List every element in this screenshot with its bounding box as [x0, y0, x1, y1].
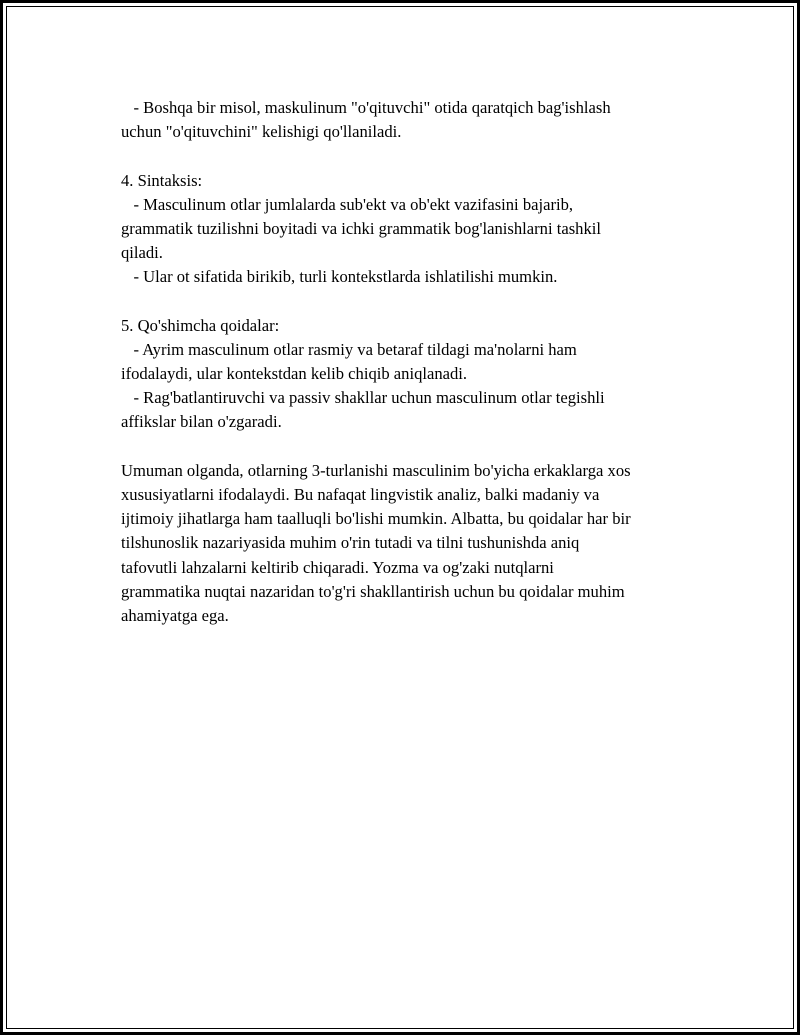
section-heading: 5. Qo'shimcha qoidalar:: [121, 315, 280, 335]
text-line: ifodalaydi, ular kontekstdan kelib chiqib aniqlanadi.: [121, 364, 468, 384]
text-line: - Boshqa bir misol, maskulinum "o'qituvchi" otida qaratqich bag'ishlash: [121, 98, 611, 117]
text-line: - Rag'batlantiruvchi va passiv shakllar uchun masculinum otlar tegishli: [121, 388, 605, 408]
text-line: qiladi.: [121, 243, 163, 263]
text-line: affikslar bilan o'zgaradi.: [121, 412, 282, 432]
text-line: grammatika nuqtai nazaridan to'g'ri shakllantirish uchun bu qoidalar muhim: [121, 581, 625, 601]
document-body: [121, 96, 701, 628]
text-line: Umuman olganda, otlarning 3-turlanishi masculinim bo'yicha erkaklarga xos: [121, 460, 631, 480]
paragraph-example: [121, 96, 701, 144]
paragraph-gap: [121, 435, 701, 459]
text-line: - Masculinum otlar jumlalarda sub'ekt va ob'ekt vazifasini bajarib,: [121, 194, 574, 214]
text-line: ahamiyatga ega.: [121, 605, 229, 625]
text-line: - Ayrim masculinum otlar rasmiy va betaraf tildagi ma'nolarni ham: [121, 339, 577, 359]
paragraph-gap: [121, 290, 701, 314]
section-heading: 4. Sintaksis:: [121, 170, 203, 190]
section-sintaksis: [121, 169, 701, 290]
text-line: uchun "o'qituvchini" kelishigi qo'llaniladi.: [121, 122, 402, 142]
text-line: xususiyatlarni ifodalaydi. Bu nafaqat lingvistik analiz, balki madaniy va: [121, 485, 600, 504]
paragraph-gap: [121, 144, 701, 168]
text-line: tafovutli lahzalarni keltirib chiqaradi. Yozma va og'zaki nutqlarni: [121, 557, 554, 577]
text-line: grammatik tuzilishni boyitadi va ichki grammatik bog'lanishlarni tashkil: [121, 218, 601, 238]
text-line: - Ular ot sifatida birikib, turli kontekstlarda ishlatilishi mumkin.: [121, 267, 558, 287]
text-line: ijtimoiy jihatlarga ham taalluqli bo'lishi mumkin. Albatta, bu qoidalar har bir: [121, 509, 631, 529]
section-qoshimcha-qoidalar: [121, 314, 701, 435]
paragraph-conclusion: [121, 459, 701, 628]
text-line: tilshunoslik nazariyasida muhim o'rin tutadi va tilni tushunishda aniq: [121, 533, 580, 553]
